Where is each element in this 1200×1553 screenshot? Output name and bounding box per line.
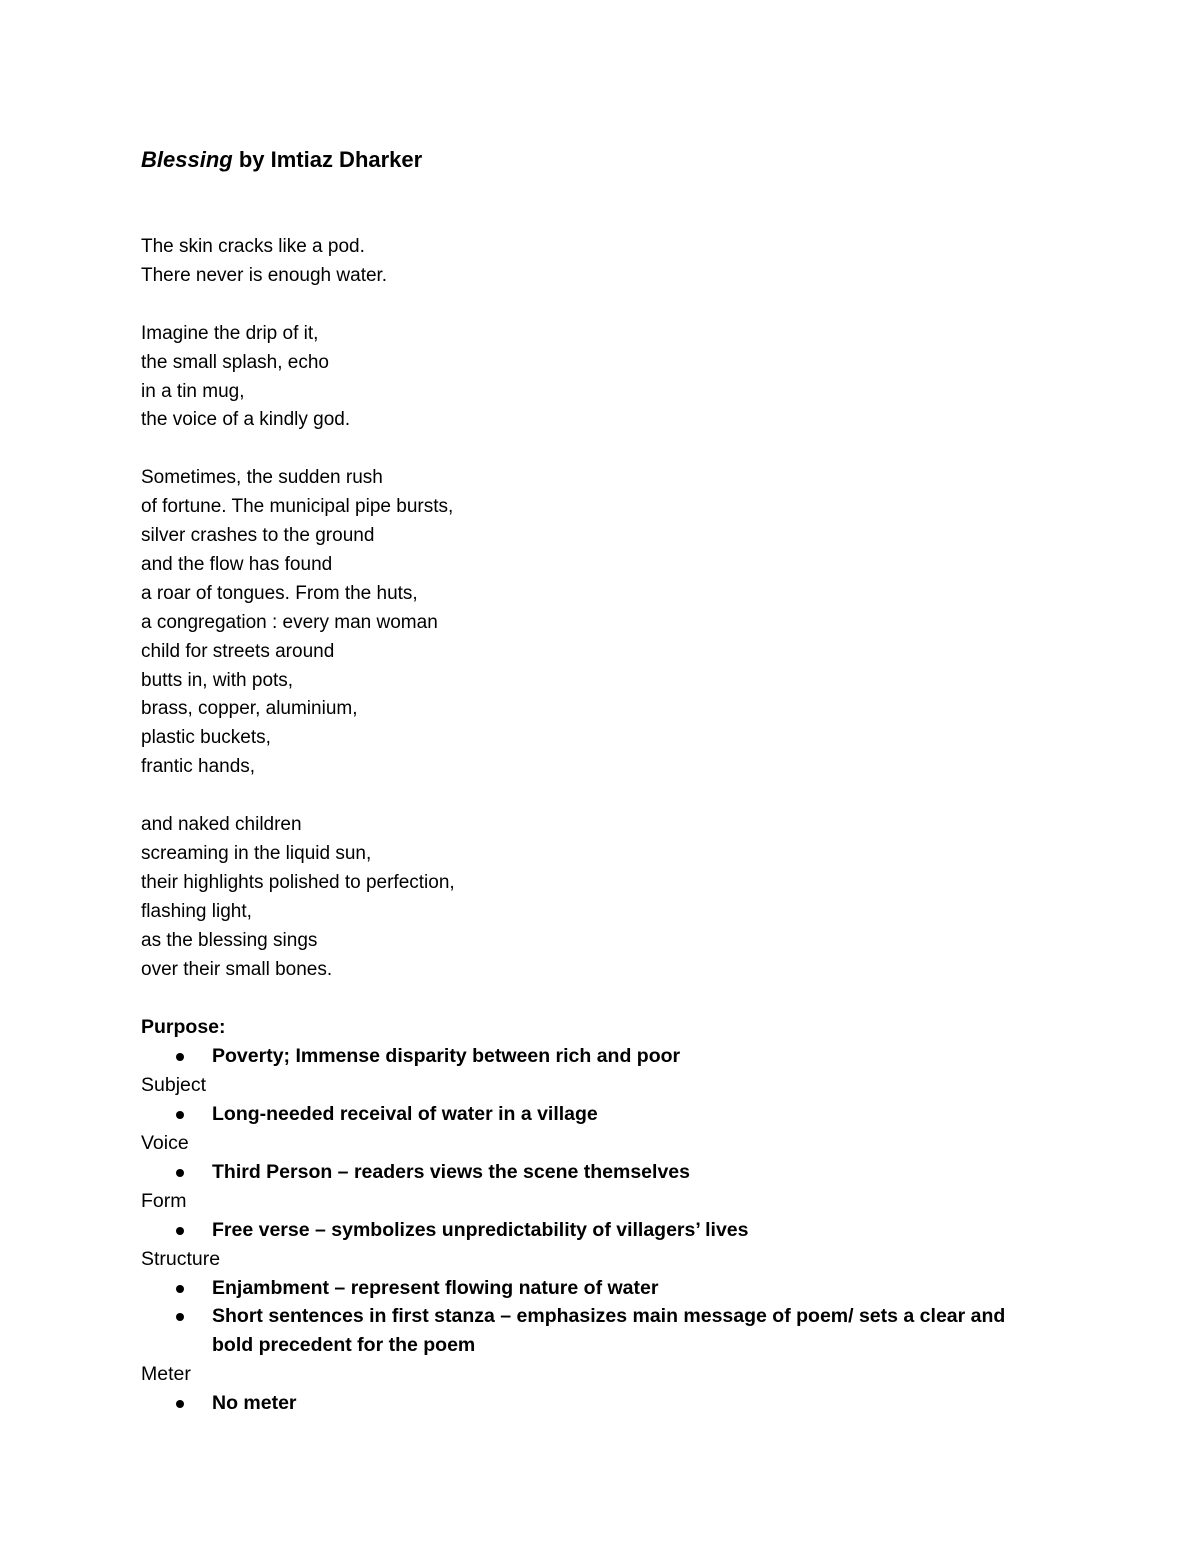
bullet-icon — [176, 1400, 184, 1408]
bullet-item — [141, 1158, 1042, 1187]
bullet-text: Free verse – symbolizes unpredictability of villagers’ lives — [212, 1218, 749, 1241]
poem-line: their highlights polished to perfection, — [141, 871, 455, 893]
bullet-item — [141, 1216, 1042, 1245]
section-heading-subject: Subject — [141, 1074, 207, 1097]
section-heading-structure: Structure — [141, 1247, 221, 1270]
poem-line: over their small bones. — [141, 958, 333, 980]
poem-line: and the flow has found — [141, 553, 333, 575]
bullet-text: Third Person – readers views the scene themselves — [212, 1160, 690, 1183]
poem-line: in a tin mug, — [141, 380, 245, 402]
poem-stanza — [141, 320, 1061, 436]
bullet-list — [141, 1216, 1061, 1245]
poem-line: the voice of a kindly god. — [141, 409, 351, 431]
poem-line: flashing light, — [141, 900, 252, 922]
document-title — [141, 143, 1061, 177]
section-heading-form: Form — [141, 1189, 187, 1212]
poem-line: frantic hands, — [141, 756, 256, 778]
bullet-item — [141, 1302, 1042, 1360]
poem-title: Blessing — [141, 147, 233, 172]
bullet-list — [141, 1100, 1061, 1129]
poem-line: The skin cracks like a pod. — [141, 236, 365, 257]
poem-line: silver crashes to the ground — [141, 525, 375, 547]
poem-line: butts in, with pots, — [141, 669, 294, 691]
poem-line: Sometimes, the sudden rush — [141, 467, 383, 489]
document-content — [141, 143, 1061, 1418]
bullet-list — [141, 1274, 1061, 1361]
section-heading-meter: Meter — [141, 1363, 191, 1386]
poem-line: child for streets around — [141, 640, 335, 662]
poem-line: Imagine the drip of it, — [141, 322, 319, 344]
poem-line: and naked children — [141, 814, 302, 836]
analysis-notes — [141, 1013, 1061, 1418]
bullet-list — [141, 1042, 1061, 1071]
poem-stanza — [141, 464, 1061, 782]
poem-line: screaming in the liquid sun, — [141, 842, 372, 864]
bullet-item — [141, 1274, 1042, 1303]
poem-line: a congregation : every man woman — [141, 611, 438, 633]
poem-line: a roar of tongues. From the huts, — [141, 582, 418, 604]
bullet-list — [141, 1389, 1061, 1418]
poem-line: plastic buckets, — [141, 727, 271, 749]
poem-line: of fortune. The municipal pipe bursts, — [141, 496, 454, 518]
poem-line: as the blessing sings — [141, 929, 318, 951]
bullet-icon — [176, 1053, 184, 1061]
bullet-icon — [176, 1227, 184, 1235]
bullet-text: Poverty; Immense disparity between rich and poor — [212, 1045, 681, 1068]
bullet-icon — [176, 1111, 184, 1119]
poem-line: There never is enough water. — [141, 264, 388, 286]
poem-author: by Imtiaz Dharker — [232, 147, 423, 172]
bullet-text: Long-needed receival of water in a village — [212, 1103, 598, 1126]
section-heading-voice: Voice — [141, 1132, 189, 1155]
poem-line: the small splash, echo — [141, 351, 329, 373]
poem-stanza — [141, 811, 1061, 984]
bullet-list — [141, 1158, 1061, 1187]
bullet-icon — [176, 1313, 184, 1321]
bullet-text: Short sentences in first stanza – emphasizes main message of poem/ sets a clear and bold precedent for the poem — [212, 1305, 1006, 1357]
bullet-item — [141, 1100, 1042, 1129]
bullet-icon — [176, 1285, 184, 1293]
bullet-item — [141, 1042, 1042, 1071]
bullet-text: Enjambment – represent flowing nature of water — [212, 1276, 659, 1299]
poem-stanza — [141, 233, 1061, 291]
bullet-text: No meter — [212, 1392, 297, 1415]
poem-text — [141, 233, 1061, 985]
poem-line: brass, copper, aluminium, — [141, 698, 358, 720]
bullet-icon — [176, 1169, 184, 1177]
bullet-item — [141, 1389, 1042, 1418]
section-heading-purpose: Purpose: — [141, 1016, 226, 1039]
